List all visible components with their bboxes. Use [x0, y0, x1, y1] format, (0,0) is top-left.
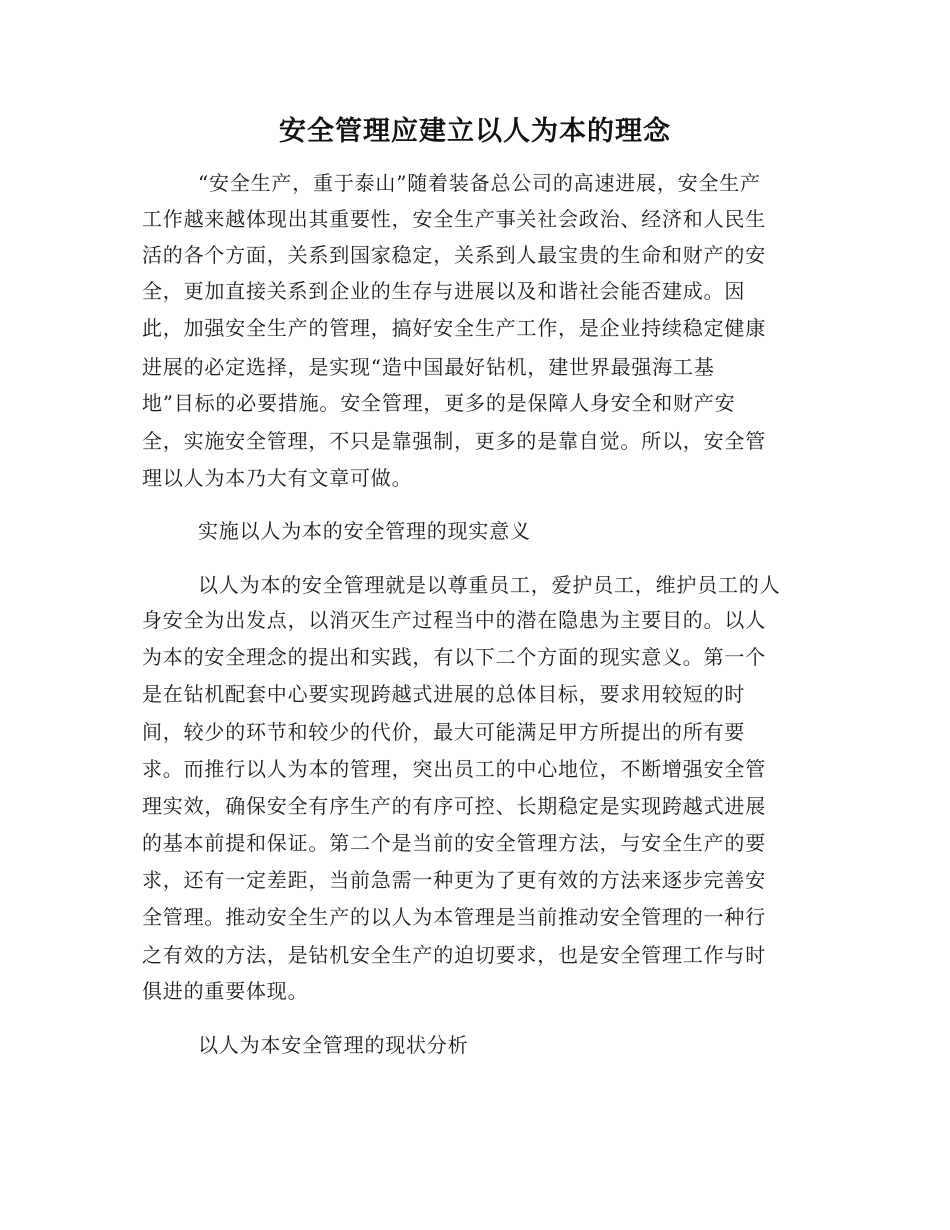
- paragraph-line: 求。而推行以人为本的管理，突出员工的中心地位，不断增强安全管: [142, 757, 766, 781]
- paragraph-line: 全，更加直接关系到企业的生存与进展以及和谐社会能否建成。因: [142, 279, 746, 303]
- paragraph-line: 全管理。推动安全生产的以人为本管理是当前推动安全管理的一种行: [142, 905, 766, 929]
- paragraph-line: 的基本前提和保证。第二个是当前的安全管理方法，与安全生产的要: [142, 831, 766, 855]
- paragraph-line: 理实效，确保安全有序生产的有序可控、长期稳定是实现跨越式进展: [142, 794, 766, 818]
- paragraph-line: 此，加强安全生产的管理，搞好安全生产工作，是企业持续稳定健康: [142, 316, 766, 340]
- document-title: 安全管理应建立以人为本的理念: [279, 116, 671, 147]
- paragraph-line: 之有效的方法，是钻机安全生产的迫切要求，也是安全管理工作与时: [142, 943, 766, 967]
- paragraph-line: 是在钻机配套中心要实现跨越式进展的总体目标，要求用较短的时: [142, 682, 746, 706]
- paragraph-line: 俱进的重要体现。: [142, 979, 309, 1003]
- paragraph-line: 求，还有一定差距，当前急需一种更为了更有效的方法来逐步完善安: [142, 868, 766, 892]
- section-heading-status: 以人为本安全管理的现状分析: [198, 1033, 469, 1057]
- paragraph-line: 为本的安全理念的提出和实践，有以下二个方面的现实意义。第一个: [142, 645, 766, 669]
- paragraph-line: 间，较少的环节和较少的代价，最大可能满足甲方所提出的所有要: [142, 720, 746, 744]
- section-heading-significance: 实施以人为本的安全管理的现实意义: [198, 519, 531, 543]
- paragraph-line: “安全生产，重于泰山”随着装备总公司的高速进展，安全生产: [198, 171, 761, 195]
- paragraph-line: 理以人为本乃大有文章可做。: [142, 466, 413, 490]
- paragraph-line: 进展的必定选择，是实现“造中国最好钻机，建世界最强海工基: [142, 355, 715, 379]
- paragraph-line: 活的各个方面，关系到国家稳定，关系到人最宝贵的生命和财产的安: [142, 243, 766, 267]
- paragraph-line: 工作越来越体现出其重要性，安全生产事关社会政治、经济和人民生: [142, 207, 766, 231]
- paragraph-line: 全，实施安全管理，不只是靠强制，更多的是靠自觉。所以，安全管: [142, 429, 766, 453]
- paragraph-line: 地”目标的必要措施。安全管理，更多的是保障人身安全和财产安: [142, 391, 736, 415]
- paragraph-line: 以人为本的安全管理就是以尊重员工，爱护员工，维护员工的人: [198, 573, 781, 597]
- paragraph-line: 身安全为出发点，以消灭生产过程当中的潜在隐患为主要目的。以人: [142, 608, 766, 632]
